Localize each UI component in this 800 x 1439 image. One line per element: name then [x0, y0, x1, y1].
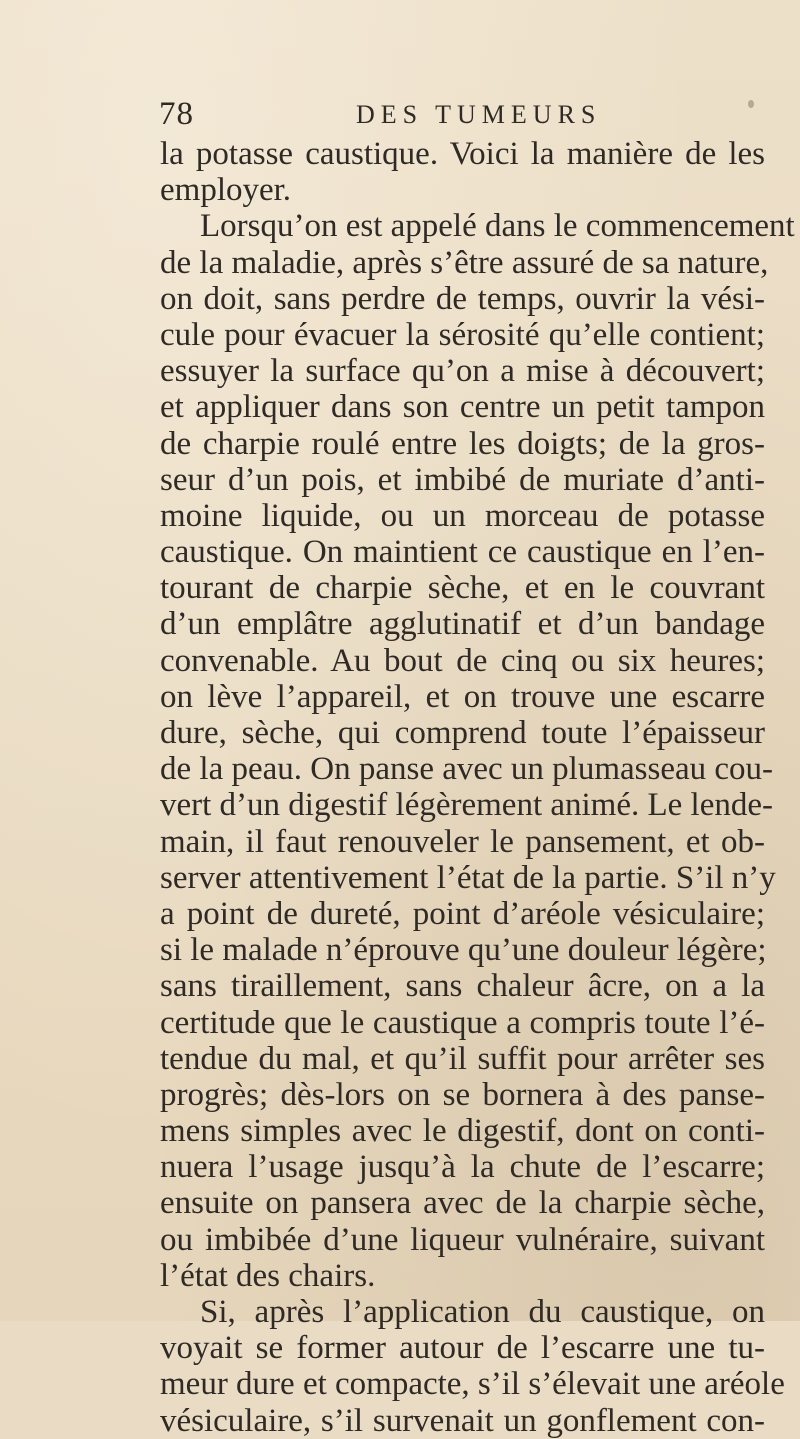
text-line: de la peau. On panse avec un plumasseau cou- — [160, 751, 774, 788]
paper-spot — [748, 100, 754, 108]
text-line: nuera l’usage jusqu’à la chute de l’escarre; — [160, 1149, 765, 1186]
text-line: si le malade n’éprouve qu’une douleur légère; — [160, 932, 767, 969]
running-head: DES TUMEURS — [356, 100, 602, 129]
text-line: a point de dureté, point d’aréole vésiculaire; — [160, 895, 765, 932]
text-line: et appliquer dans son centre un petit tampon — [160, 389, 765, 426]
text-line: server attentivement l’état de la partie. S’il n’y — [160, 859, 776, 896]
text-line: ensuite on pansera avec de la charpie sèche, — [160, 1185, 765, 1222]
text-line: ou imbibée d’une liqueur vulnéraire, suivant — [160, 1221, 765, 1258]
text-line: cule pour évacuer la sérosité qu’elle contient; — [160, 316, 765, 353]
text-line: de la maladie, après s’être assuré de sa nature, — [160, 244, 769, 281]
text-line: mens simples avec le digestif, dont on conti- — [160, 1113, 765, 1150]
text-line: sans tiraillement, sans chaleur âcre, on a la — [160, 968, 765, 1005]
text-line: dure, sèche, qui comprend toute l’épaisseur — [160, 715, 765, 751]
text-line: Si, après l’application du caustique, on — [200, 1294, 765, 1330]
text-line: voyait se former autour de l’escarre une tu- — [160, 1330, 765, 1367]
text-line: meur dure et compacte, s’il s’élevait une aréole — [160, 1366, 785, 1403]
text-line: moine liquide, ou un morceau de potasse — [160, 497, 765, 534]
text-line: caustique. On maintient ce caustique en l’en- — [160, 534, 765, 571]
paper-spot — [249, 1244, 252, 1247]
text-line: de charpie roulé entre les doigts; de la gros- — [160, 425, 765, 462]
text-line: l’état des chairs. — [160, 1257, 376, 1294]
text-line: on doit, sans perdre de temps, ouvrir la vési- — [160, 280, 765, 317]
paper-spot — [243, 1230, 246, 1234]
text-line: tourant de charpie sèche, et en le couvrant — [160, 570, 765, 607]
text-line: la potasse caustique. Voici la manière de les — [160, 136, 765, 172]
text-line: main, il faut renouveler le pansement, et ob- — [160, 823, 765, 860]
text-line: on lève l’appareil, et on trouve une escarre — [160, 678, 765, 715]
text-line: Lorsqu’on est appelé dans le commencement — [200, 208, 795, 245]
text-line: progrès; dès-lors on se bornera à des panse- — [160, 1076, 765, 1113]
text-line: seur d’un pois, et imbibé de muriate d’anti- — [160, 461, 765, 498]
text-line: tendue du mal, et qu’il suffit pour arrêter ses — [160, 1040, 765, 1077]
page-number: 78 — [159, 96, 194, 132]
text-line: vert d’un digestif légèrement animé. Le lende- — [160, 787, 773, 824]
page-header — [160, 96, 760, 136]
text-line: essuyer la surface qu’on a mise à découvert; — [160, 353, 765, 390]
text-line: d’un emplâtre agglutinatif et d’un bandage — [160, 606, 765, 643]
text-line: vésiculaire, s’il survenait un gonflement con- — [160, 1402, 765, 1439]
text-line: employer. — [160, 172, 292, 209]
text-line: certitude que le caustique a compris toute l’é- — [160, 1004, 765, 1041]
text-line: convenable. Au bout de cinq ou six heures; — [160, 642, 765, 679]
